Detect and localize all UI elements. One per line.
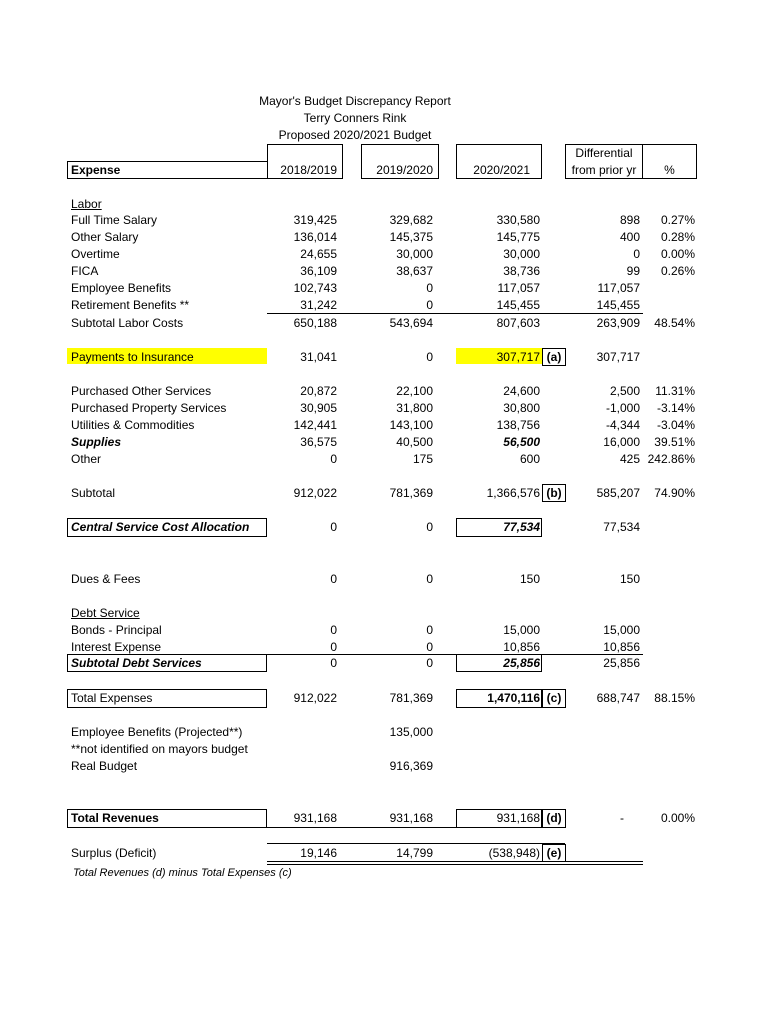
value-2018: 0 bbox=[330, 623, 337, 637]
value-2020: 56,500 bbox=[503, 435, 540, 449]
value-2019: 781,369 bbox=[389, 691, 433, 705]
value-2019: 143,100 bbox=[389, 418, 433, 432]
value-2019: 0 bbox=[426, 656, 433, 670]
value-diff: 688,747 bbox=[596, 691, 640, 705]
expense-header-top-border bbox=[67, 161, 267, 162]
value-2019: 40,500 bbox=[396, 435, 433, 449]
row-label: Payments to Insurance bbox=[71, 350, 194, 364]
value-2020: 117,057 bbox=[497, 281, 540, 295]
value-diff: 2,500 bbox=[609, 384, 640, 398]
value-diff: 117,057 bbox=[597, 281, 640, 295]
value-2019: 543,694 bbox=[389, 316, 433, 330]
value-2019: 0 bbox=[426, 623, 433, 637]
value-diff: -4,344 bbox=[605, 418, 640, 432]
value-2018: 912,022 bbox=[293, 486, 337, 500]
header-2019: 2019/2020 bbox=[376, 163, 433, 177]
not-identified-note: **not identified on mayors budget bbox=[71, 742, 248, 756]
value-2019: 22,100 bbox=[396, 384, 433, 398]
report-budget-year: Proposed 2020/2021 Budget bbox=[278, 128, 432, 142]
header-diff-line1: Differential bbox=[575, 146, 633, 160]
note-tag-e: (e) bbox=[542, 844, 566, 862]
value-pct: 0.27% bbox=[660, 213, 695, 227]
header-2020: 2020/2021 bbox=[473, 163, 530, 177]
value-2018: 650,188 bbox=[293, 316, 337, 330]
value-diff: 150 bbox=[619, 572, 640, 586]
value-2018: 931,168 bbox=[293, 811, 337, 825]
value-2018: 0 bbox=[330, 656, 337, 670]
row-label: Dues & Fees bbox=[71, 572, 141, 586]
value-2018: 24,655 bbox=[300, 247, 337, 261]
value-2019: 931,168 bbox=[389, 811, 433, 825]
row-label: Retirement Benefits ** bbox=[71, 298, 190, 312]
value-2019: 30,000 bbox=[396, 247, 433, 261]
value-2018: 19,146 bbox=[300, 846, 337, 860]
row-label: FICA bbox=[71, 264, 99, 278]
value-2018: 136,014 bbox=[293, 230, 337, 244]
value-2019: 14,799 bbox=[396, 846, 433, 860]
value-2020: 30,800 bbox=[503, 401, 540, 415]
labor-subtotal-rule bbox=[267, 313, 643, 314]
value-pct: 11.31% bbox=[655, 384, 695, 398]
row-label: Utilities & Commodities bbox=[71, 418, 195, 432]
note-tag-a: (a) bbox=[542, 348, 566, 366]
value-diff: 145,455 bbox=[596, 298, 640, 312]
row-label: Other Salary bbox=[71, 230, 139, 244]
value-2020: 1,470,116 bbox=[487, 691, 540, 705]
value-pct: -3.14% bbox=[656, 401, 695, 415]
row-label: Purchased Other Services bbox=[71, 384, 212, 398]
value-2018: 31,242 bbox=[300, 298, 337, 312]
value-2019: 329,682 bbox=[389, 213, 433, 227]
value-diff: 16,000 bbox=[603, 435, 640, 449]
real-budget-label: Real Budget bbox=[71, 759, 138, 773]
value-2018: 0 bbox=[330, 572, 337, 586]
value-2020: 600 bbox=[519, 452, 540, 466]
row-label: Central Service Cost Allocation bbox=[71, 520, 250, 534]
value-diff: 425 bbox=[619, 452, 640, 466]
value-2018: 36,109 bbox=[300, 264, 337, 278]
value-2018: 102,743 bbox=[293, 281, 337, 295]
row-label: Bonds - Principal bbox=[71, 623, 162, 637]
real-budget-value: 916,369 bbox=[389, 759, 433, 773]
projected-benefits-value: 135,000 bbox=[389, 725, 433, 739]
row-label: Subtotal bbox=[71, 486, 116, 500]
value-2018: 0 bbox=[330, 640, 337, 654]
value-2020: 931,168 bbox=[496, 811, 540, 825]
value-2020: 138,756 bbox=[496, 418, 540, 432]
value-diff: 400 bbox=[619, 230, 640, 244]
report-title: Mayor's Budget Discrepancy Report bbox=[259, 94, 451, 108]
value-2019: 31,800 bbox=[396, 401, 433, 415]
value-pct: 0.28% bbox=[660, 230, 695, 244]
row-label: Total Revenues bbox=[71, 811, 159, 825]
projected-benefits-label: Employee Benefits (Projected**) bbox=[71, 725, 243, 739]
value-2020: 807,603 bbox=[496, 316, 540, 330]
expense-header-bottom-border bbox=[67, 178, 267, 179]
value-diff: - bbox=[620, 811, 624, 825]
note-tag-d: (d) bbox=[542, 809, 566, 828]
surplus-double-rule-2 bbox=[267, 864, 643, 865]
value-2020: 1,366,576 bbox=[486, 486, 540, 500]
value-2019: 0 bbox=[426, 640, 433, 654]
value-2018: 142,441 bbox=[293, 418, 337, 432]
value-pct: 0.26% bbox=[660, 264, 695, 278]
row-label: Total Expenses bbox=[71, 691, 153, 705]
value-2020: 25,856 bbox=[503, 656, 540, 670]
row-label: Subtotal Debt Services bbox=[71, 656, 202, 670]
value-2018: 30,905 bbox=[300, 401, 337, 415]
row-label: Supplies bbox=[71, 435, 122, 449]
value-diff: 263,909 bbox=[596, 316, 640, 330]
value-pct: 0.00% bbox=[660, 811, 695, 825]
value-2018: 319,425 bbox=[293, 213, 337, 227]
value-pct: 48.54% bbox=[654, 316, 695, 330]
value-2018: 0 bbox=[330, 520, 337, 534]
header-pct: % bbox=[664, 163, 675, 177]
value-2019: 781,369 bbox=[389, 486, 433, 500]
row-label: Surplus (Deficit) bbox=[71, 846, 157, 860]
header-2018: 2018/2019 bbox=[280, 163, 337, 177]
expense-header-left-border bbox=[67, 161, 68, 178]
value-pct: 88.15% bbox=[654, 691, 695, 705]
value-pct: 39.51% bbox=[654, 435, 695, 449]
report-subtitle: Terry Conners Rink bbox=[303, 111, 407, 125]
value-2019: 0 bbox=[426, 281, 433, 295]
value-diff: -1,000 bbox=[605, 401, 640, 415]
value-2019: 0 bbox=[426, 520, 433, 534]
value-2020: 307,717 bbox=[496, 350, 540, 364]
value-2020: 15,000 bbox=[503, 623, 540, 637]
row-label: Overtime bbox=[71, 247, 120, 261]
value-diff: 15,000 bbox=[603, 623, 640, 637]
value-2019: 145,375 bbox=[389, 230, 433, 244]
row-label: Purchased Property Services bbox=[71, 401, 227, 415]
value-2019: 175 bbox=[412, 452, 433, 466]
value-2018: 0 bbox=[330, 452, 337, 466]
value-2020: 330,580 bbox=[496, 213, 540, 227]
value-2020: 145,455 bbox=[496, 298, 540, 312]
row-label: Employee Benefits bbox=[71, 281, 172, 295]
value-pct: 242.86% bbox=[647, 452, 695, 466]
value-diff: 585,207 bbox=[596, 486, 640, 500]
value-2018: 31,041 bbox=[300, 350, 337, 364]
value-2018: 912,022 bbox=[293, 691, 337, 705]
value-2020: 77,534 bbox=[503, 520, 540, 534]
row-label: Interest Expense bbox=[71, 640, 162, 654]
value-2020: 38,736 bbox=[503, 264, 540, 278]
header-diff-line2: from prior yr bbox=[571, 163, 637, 177]
labor-heading: Labor bbox=[71, 197, 102, 211]
value-pct: -3.04% bbox=[656, 418, 695, 432]
surplus-top-rule bbox=[267, 843, 565, 844]
value-2020: 30,000 bbox=[503, 247, 540, 261]
value-2019: 0 bbox=[426, 298, 433, 312]
value-2020: 24,600 bbox=[503, 384, 540, 398]
value-pct: 74.90% bbox=[654, 486, 695, 500]
value-2020: 10,856 bbox=[503, 640, 540, 654]
value-2020: 145,775 bbox=[496, 230, 540, 244]
value-diff: 307,717 bbox=[596, 350, 640, 364]
debt-heading: Debt Service bbox=[71, 606, 140, 620]
row-label: Full Time Salary bbox=[71, 213, 158, 227]
value-diff: 99 bbox=[626, 264, 640, 278]
note-tag-b: (b) bbox=[542, 484, 566, 502]
value-2019: 38,637 bbox=[396, 264, 433, 278]
value-2018: 36,575 bbox=[300, 435, 337, 449]
value-diff: 77,534 bbox=[603, 520, 640, 534]
expense-header: Expense bbox=[71, 163, 121, 177]
value-diff: 10,856 bbox=[603, 640, 640, 654]
value-2020: 150 bbox=[519, 572, 540, 586]
value-2020: (538,948) bbox=[488, 846, 540, 860]
row-label: Other bbox=[71, 452, 102, 466]
value-diff: 25,856 bbox=[603, 656, 640, 670]
surplus-double-rule-1 bbox=[267, 861, 643, 862]
footnote: Total Revenues (d) minus Total Expenses (c) bbox=[73, 867, 292, 879]
row-label: Subtotal Labor Costs bbox=[71, 316, 184, 330]
value-2019: 0 bbox=[426, 572, 433, 586]
value-pct: 0.00% bbox=[660, 247, 695, 261]
note-tag-c: (c) bbox=[542, 689, 566, 708]
value-diff: 898 bbox=[619, 213, 640, 227]
value-diff: 0 bbox=[633, 247, 640, 261]
value-2019: 0 bbox=[426, 350, 433, 364]
value-2018: 20,872 bbox=[300, 384, 337, 398]
